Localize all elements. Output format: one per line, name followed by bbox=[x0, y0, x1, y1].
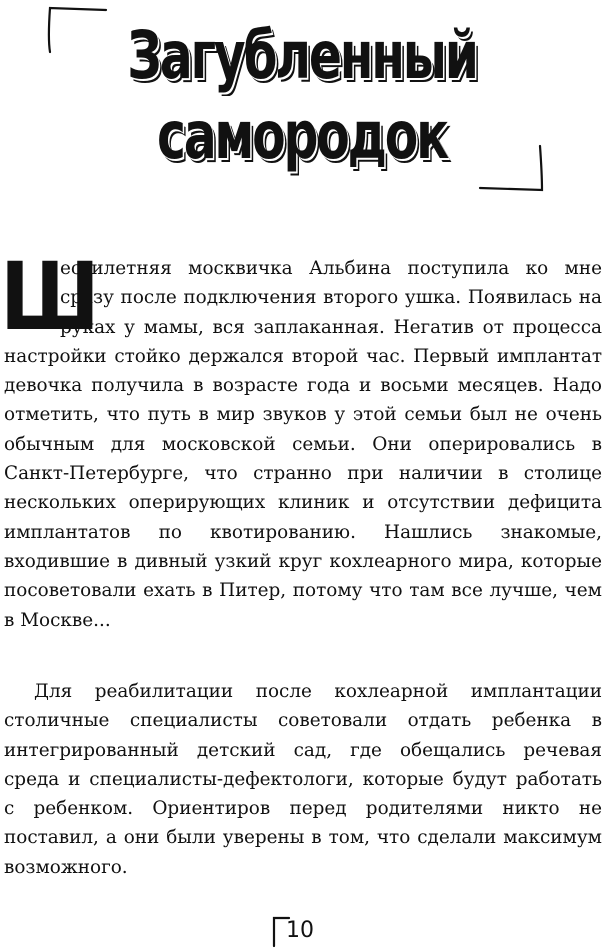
paragraph-2: Для реабилитации после кохлеарной имплантации столичные специалисты советовали отдать ребенка в интегрированный детский сад, где обещались речевая среда и специалисты-дефектологи, которые будут работать с ребенком. Ориентиров перед родителями никто не поставил, а они были уверены в том, что сделали максимум возможного. bbox=[4, 681, 602, 878]
page-number: 10 bbox=[286, 918, 314, 943]
paragraph-1-text: естилетняя москвичка Альбина поступила ко мне сразу после подключения второго ушка. Появилась на руках у мамы, вся заплаканная. Негатив от процесса настройки стойко держался второй час. Первый имплантат девочка получила в возрасте года и восьми месяцев. Надо отметить, что путь в мир звуков у этой семьи был не очень обычным для московской семьи. Они оперировались в Санкт-Петербурге, что странно при наличии в столице нескольких оперирующих клиник и отсутствии дефицита имплантатов по квотированию. Нашлись знакомые, входившие в дивный узкий круг кохлеарного мира, которые посоветовали ехать в Питер, потому что там все лучше, чем в Москве... bbox=[4, 258, 602, 631]
drop-cap: Ш bbox=[0, 243, 99, 352]
chapter-title-line-2: самородок bbox=[156, 97, 448, 174]
paragraph-1 bbox=[0, 243, 602, 635]
chapter-title-line-1: Загубленный bbox=[127, 17, 477, 94]
